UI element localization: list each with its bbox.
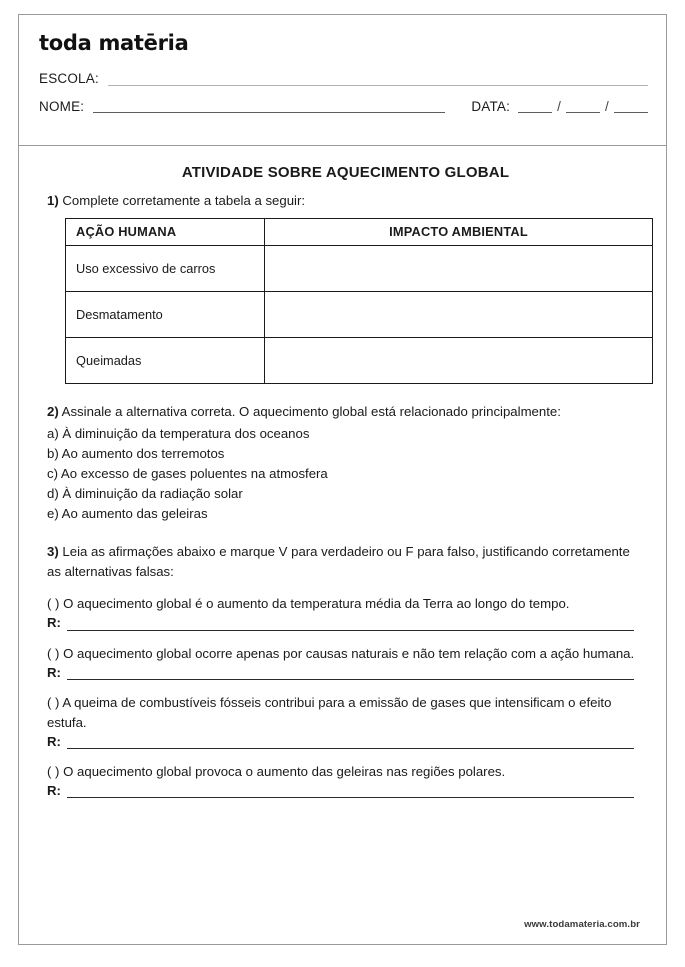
- worksheet-page: [18, 14, 667, 945]
- answer-input-line[interactable]: [67, 666, 634, 680]
- question-2-option-e[interactable]: e) Ao aumento das geleiras: [47, 505, 208, 521]
- table-row: [66, 291, 653, 337]
- date-field-group: [445, 100, 648, 114]
- answer-label: R:: [47, 615, 61, 631]
- question-3-prompt: [47, 542, 644, 582]
- page-title: ATIVIDADE SOBRE AQUECIMENTO GLOBAL: [181, 164, 510, 181]
- name-field-label: NOME:: [39, 98, 85, 114]
- true-false-item-2: [47, 644, 644, 680]
- true-false-statement[interactable]: ( ) O aquecimento global ocorre apenas por causas naturais e não tem relação com a ação humana.: [47, 645, 635, 661]
- true-false-item-3: [47, 693, 644, 749]
- answer-input-line[interactable]: [67, 784, 634, 798]
- table-cell-impact-answer[interactable]: [265, 245, 653, 291]
- table-row: [66, 337, 653, 383]
- school-field-label: ESCOLA:: [39, 71, 99, 86]
- date-separator-1: /: [557, 98, 562, 114]
- answer-input-line[interactable]: [67, 735, 634, 749]
- true-false-item-1: [47, 594, 644, 630]
- date-year-input[interactable]: [614, 101, 648, 113]
- table-header-impact: IMPACTO AMBIENTAL: [265, 218, 653, 245]
- answer-row: [47, 784, 644, 799]
- table-row: [66, 245, 653, 291]
- table-cell-impact-answer[interactable]: [265, 337, 653, 383]
- answer-row: [47, 666, 644, 681]
- answer-label: R:: [47, 782, 61, 798]
- answer-input-line[interactable]: [67, 617, 634, 631]
- question-2-number: 2): [47, 403, 59, 419]
- table-cell-impact-answer[interactable]: [265, 291, 653, 337]
- page-header: [19, 15, 666, 146]
- true-false-statement[interactable]: ( ) O aquecimento global provoca o aumento das geleiras nas regiões polares.: [47, 764, 506, 780]
- answer-row: [47, 735, 644, 750]
- true-false-item-4: [47, 762, 644, 798]
- question-3: [47, 542, 644, 799]
- question-3-number: 3): [47, 543, 59, 559]
- question-2-option-d[interactable]: d) À diminuição da radiação solar: [47, 485, 243, 501]
- school-field-row: [19, 72, 666, 86]
- table-cell-action: Desmatamento: [66, 291, 265, 337]
- brand-logo: toda matēria: [39, 31, 189, 55]
- name-date-field-row: [19, 100, 666, 114]
- question-1-number: 1): [47, 193, 59, 208]
- true-false-statement[interactable]: ( ) O aquecimento global é o aumento da temperatura média da Terra ao longo do tempo.: [47, 596, 570, 612]
- date-day-input[interactable]: [518, 101, 552, 113]
- question-3-text: Leia as afirmações abaixo e marque V para verdadeiro ou F para falso, justificando corretamente as alternativas falsas:: [47, 543, 630, 579]
- table-header-row: [66, 218, 653, 245]
- question-2-option-c[interactable]: c) Ao excesso de gases poluentes na atmosfera: [47, 465, 328, 481]
- date-field-label: DATA:: [471, 98, 511, 114]
- question-1-text: Complete corretamente a tabela a seguir:: [62, 193, 306, 208]
- question-2: [47, 402, 644, 524]
- table-header-action: AÇÃO HUMANA: [66, 218, 265, 245]
- question-2-text: Assinale a alternativa correta. O aquecimento global está relacionado principalmente:: [61, 403, 561, 419]
- question-2-option-a[interactable]: a) À diminuição da temperatura dos oceanos: [47, 425, 310, 441]
- name-input-line[interactable]: [93, 101, 445, 113]
- school-input-line[interactable]: [108, 74, 648, 86]
- question-2-prompt: [47, 402, 644, 422]
- worksheet-content: [19, 146, 666, 798]
- impact-table: [65, 218, 653, 384]
- answer-label: R:: [47, 664, 61, 680]
- answer-row: [47, 616, 644, 631]
- question-1-prompt: [47, 192, 644, 211]
- table-cell-action: Queimadas: [66, 337, 265, 383]
- table-cell-action: Uso excessivo de carros: [66, 245, 265, 291]
- footer-website: www.todamateria.com.br: [524, 919, 640, 930]
- answer-label: R:: [47, 733, 61, 749]
- date-month-input[interactable]: [566, 101, 600, 113]
- date-separator-2: /: [605, 98, 609, 114]
- true-false-statement[interactable]: ( ) A queima de combustíveis fósseis contribui para a emissão de gases que intensificam o efeito estufa.: [47, 695, 612, 730]
- question-2-option-b[interactable]: b) Ao aumento dos terremotos: [47, 445, 225, 461]
